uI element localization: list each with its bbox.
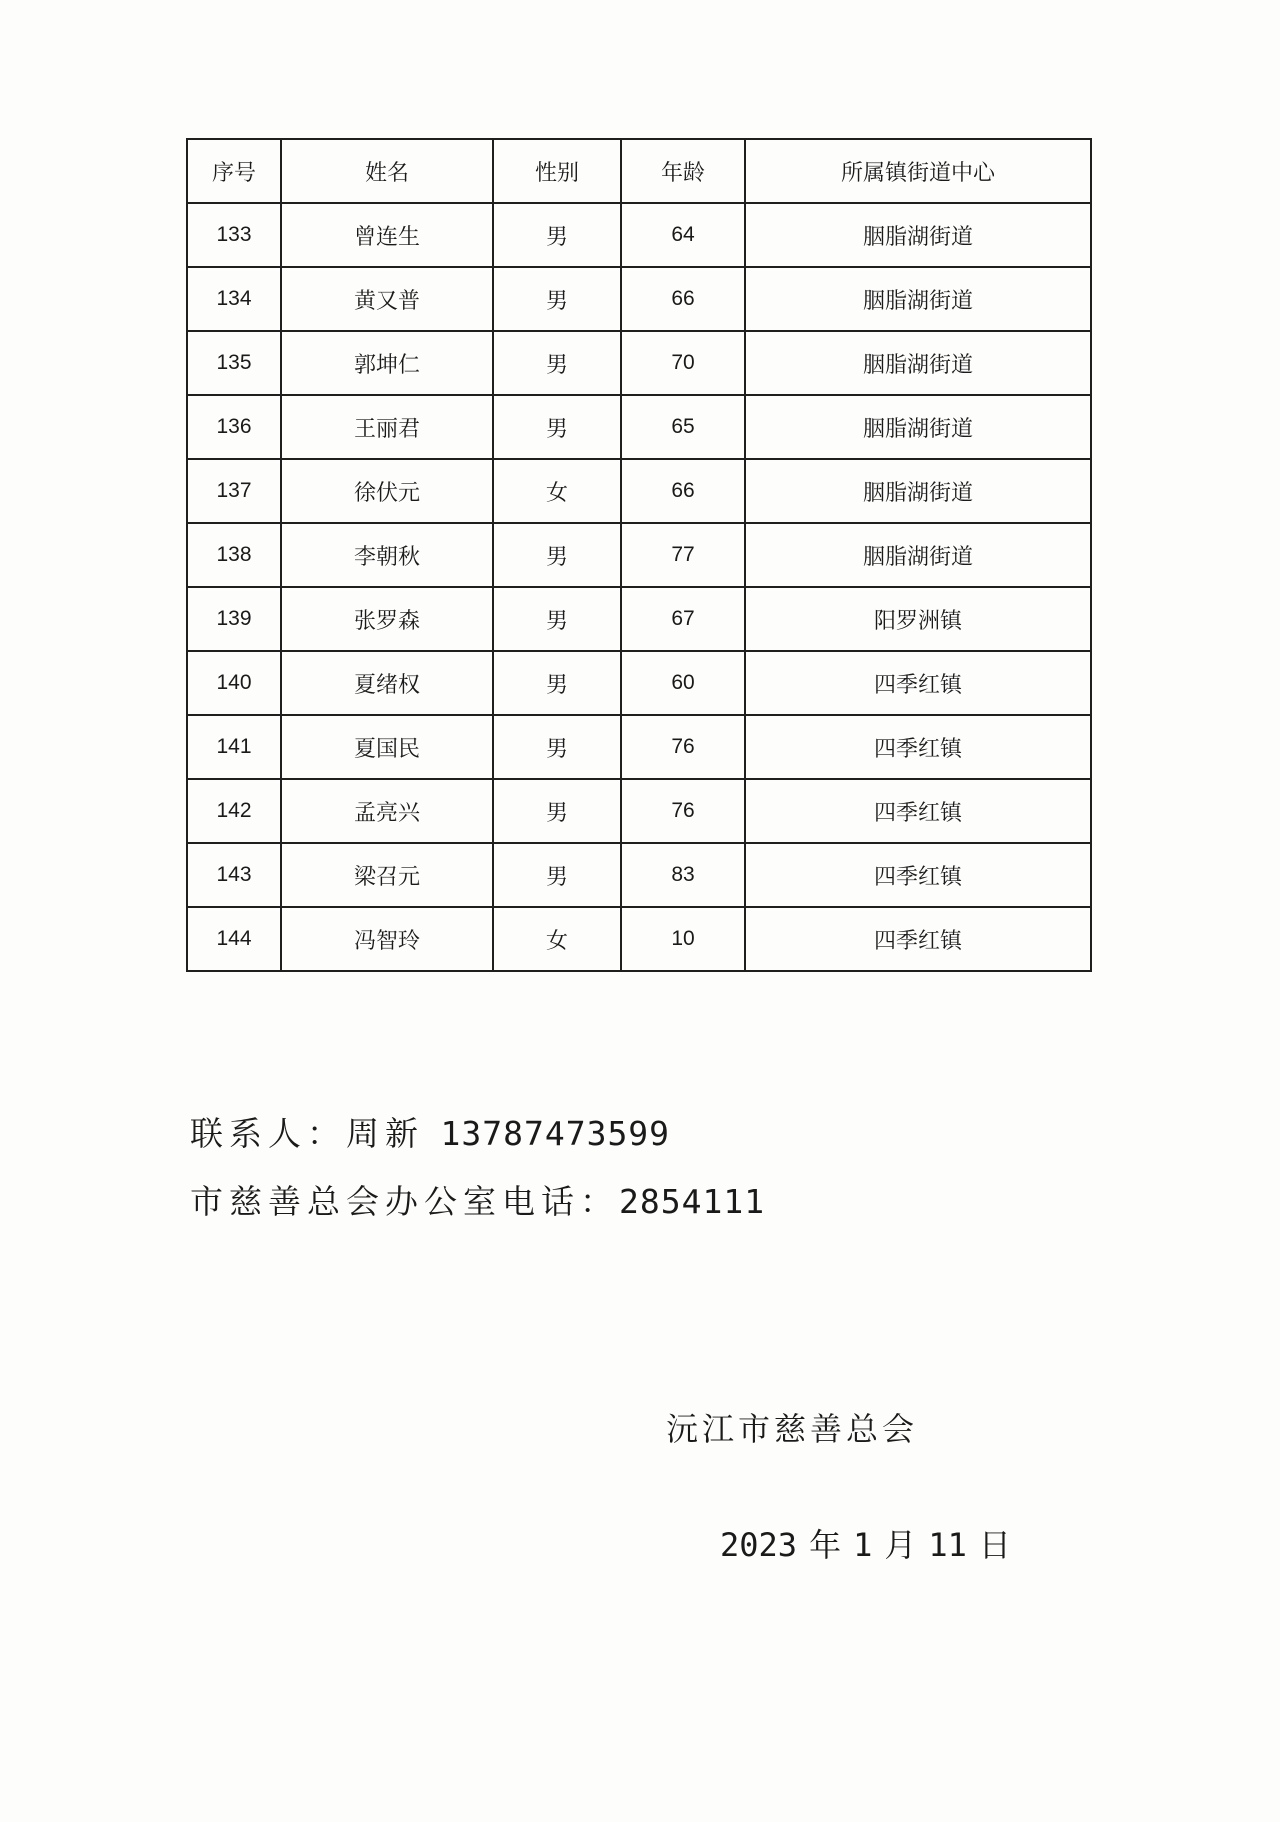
cell-location: 四季红镇 — [745, 907, 1091, 971]
cell-gender: 男 — [493, 395, 621, 459]
cell-name: 夏国民 — [281, 715, 493, 779]
cell-location: 四季红镇 — [745, 843, 1091, 907]
table-row — [187, 267, 1091, 331]
cell-location: 四季红镇 — [745, 651, 1091, 715]
table-row — [187, 651, 1091, 715]
cell-seq: 135 — [187, 331, 281, 395]
cell-gender: 男 — [493, 587, 621, 651]
cell-gender: 男 — [493, 523, 621, 587]
cell-location: 胭脂湖街道 — [745, 459, 1091, 523]
table-row — [187, 907, 1091, 971]
cell-gender: 男 — [493, 267, 621, 331]
cell-gender: 男 — [493, 779, 621, 843]
cell-age: 77 — [621, 523, 745, 587]
office-phone-number: 2854111 — [619, 1182, 766, 1221]
cell-age: 65 — [621, 395, 745, 459]
cell-age: 76 — [621, 715, 745, 779]
office-phone-line — [190, 1176, 765, 1223]
table-row — [187, 459, 1091, 523]
cell-location: 胭脂湖街道 — [745, 203, 1091, 267]
cell-age: 67 — [621, 587, 745, 651]
cell-seq: 137 — [187, 459, 281, 523]
header-gender: 性别 — [493, 139, 621, 203]
cell-seq: 144 — [187, 907, 281, 971]
cell-name: 曾连生 — [281, 203, 493, 267]
header-age: 年龄 — [621, 139, 745, 203]
cell-seq: 142 — [187, 779, 281, 843]
cell-seq: 143 — [187, 843, 281, 907]
cell-age: 70 — [621, 331, 745, 395]
cell-gender: 男 — [493, 203, 621, 267]
cell-seq: 136 — [187, 395, 281, 459]
date-month-unit: 月 — [884, 1526, 917, 1564]
header-seq: 序号 — [187, 139, 281, 203]
header-name: 姓名 — [281, 139, 493, 203]
date-year: 2023 — [720, 1526, 798, 1564]
table-row — [187, 331, 1091, 395]
header-location: 所属镇街道中心 — [745, 139, 1091, 203]
table-header-row — [187, 139, 1091, 203]
cell-age: 76 — [621, 779, 745, 843]
cell-seq: 139 — [187, 587, 281, 651]
cell-location: 四季红镇 — [745, 715, 1091, 779]
cell-gender: 女 — [493, 459, 621, 523]
contact-person-phone: 13787473599 — [440, 1114, 671, 1153]
cell-name: 徐伏元 — [281, 459, 493, 523]
cell-age: 66 — [621, 459, 745, 523]
cell-seq: 133 — [187, 203, 281, 267]
cell-age: 10 — [621, 907, 745, 971]
table-row — [187, 203, 1091, 267]
cell-location: 四季红镇 — [745, 779, 1091, 843]
cell-name: 夏绪权 — [281, 651, 493, 715]
recipient-table — [186, 138, 1092, 972]
table-body — [187, 203, 1091, 971]
office-phone-label: 市慈善总会办公室电话： — [190, 1182, 619, 1221]
cell-gender: 男 — [493, 651, 621, 715]
date-day-unit: 日 — [978, 1526, 1011, 1564]
issuing-organization: 沅江市慈善总会 — [666, 1410, 919, 1448]
date-year-unit: 年 — [809, 1526, 842, 1564]
table-row — [187, 843, 1091, 907]
contact-person-line — [190, 1108, 670, 1155]
table-row — [187, 523, 1091, 587]
cell-name: 李朝秋 — [281, 523, 493, 587]
contact-person-label: 联系人：周新 — [190, 1114, 424, 1153]
cell-location: 胭脂湖街道 — [745, 331, 1091, 395]
table-row — [187, 779, 1091, 843]
cell-gender: 男 — [493, 843, 621, 907]
cell-age: 83 — [621, 843, 745, 907]
cell-location: 胭脂湖街道 — [745, 267, 1091, 331]
cell-name: 王丽君 — [281, 395, 493, 459]
cell-age: 66 — [621, 267, 745, 331]
cell-seq: 140 — [187, 651, 281, 715]
cell-age: 60 — [621, 651, 745, 715]
cell-location: 阳罗洲镇 — [745, 587, 1091, 651]
cell-location: 胭脂湖街道 — [745, 395, 1091, 459]
cell-gender: 女 — [493, 907, 621, 971]
cell-name: 张罗森 — [281, 587, 493, 651]
cell-gender: 男 — [493, 331, 621, 395]
cell-age: 64 — [621, 203, 745, 267]
cell-name: 黄又普 — [281, 267, 493, 331]
cell-gender: 男 — [493, 715, 621, 779]
table-row — [187, 587, 1091, 651]
issue-date — [720, 1520, 1023, 1566]
date-month: 1 — [853, 1526, 873, 1564]
cell-name: 孟亮兴 — [281, 779, 493, 843]
cell-name: 郭坤仁 — [281, 331, 493, 395]
cell-name: 梁召元 — [281, 843, 493, 907]
table-row — [187, 395, 1091, 459]
cell-location: 胭脂湖街道 — [745, 523, 1091, 587]
cell-seq: 138 — [187, 523, 281, 587]
table-row — [187, 715, 1091, 779]
date-day: 11 — [928, 1526, 967, 1564]
cell-seq: 141 — [187, 715, 281, 779]
cell-name: 冯智玲 — [281, 907, 493, 971]
cell-seq: 134 — [187, 267, 281, 331]
